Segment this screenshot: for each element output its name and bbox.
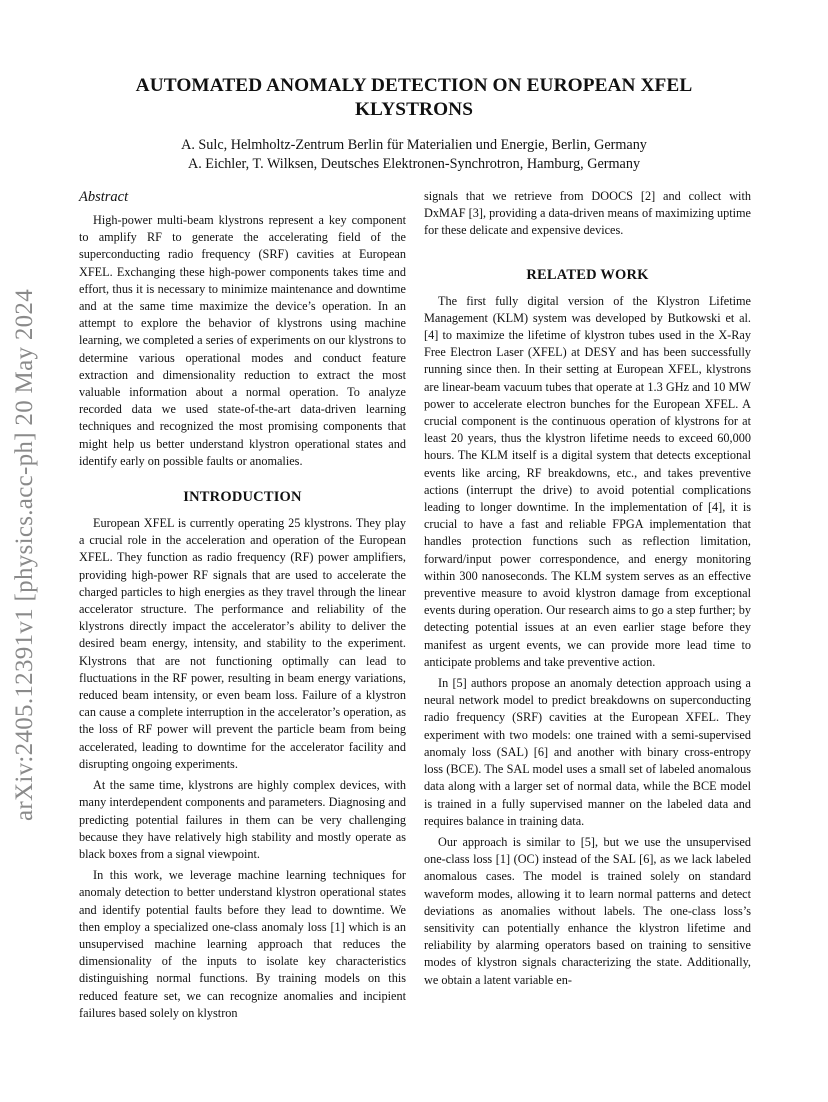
introduction-paragraph: At the same time, klystrons are highly complex devices, with many interdependent components and parameters. Diagnosing and predicting potential failures in them can be very challenging because they have relatively high stability and mostly operate as black boxes from a signal viewpoint. [79,778,406,861]
arxiv-identifier-text: arXiv:2405.12391v1 [physics.acc-ph] 20 May 2024 [11,288,38,822]
author-line: A. Eichler, T. Wilksen, Deutsches Elektronen-Synchrotron, Hamburg, Germany [187,156,641,172]
related-work-paragraph: Our approach is similar to [5], but we use the unsupervised one-class loss [1] (OC) instead of the SAL [6], as we lack labeled anomalous cases. The model is trained solely on standard waveform modes, allowing it to learn normal patterns and detect deviations as anomalies without labels. The one-class loss’s sensitivity can potentially enhance the klystron lifetime and reliability by alarming operators based on training to sensitive modes of klystron signals characterizing the state. Additionally, we obtain a latent variable en- [424,834,751,987]
introduction-continuation: signals that we retrieve from DOOCS [2] and collect with DxMAF [3], providing a data-driven means of maximizing uptime for these delicate and expensive devices. [424,189,751,238]
abstract-text: High-power multi-beam klystrons represent a key component to amplify RF to generate the accelerating field of the superconducting radio frequency (SRF) cavities at European XFEL. Exchanging these high-power components takes time and effort, thus it is necessary to minimize maintenance and downtime and at the same time maximize the device’s operation. In an attempt to explore the behavior of klystrons using machine learning, we completed a series of experiments on our klystrons to determine various operational modes and conduct feature extraction and dimensionality reduction to extract the most valuable information about a normal operation. To analyze recorded data we used state-of-the-art data-driven learning techniques and recognized the most promising components that might help us better understand klystron operational states and identify early on possible faults or anomalies. [79,213,406,468]
right-column [424,188,751,993]
introduction-paragraph: In this work, we leverage machine learning techniques for anomaly detection to better understand klystron operational states and identify potential faults before they lead to downtime. We then employ a specialized one-class anomaly loss [1] which is an unsupervised machine learning approach that reduces the dimensionality of the inputs to isolate key characteristics distinguishing normal functions. By training models on this reduced feature set, we can recognize anomalies and incipient failures based solely on klystron [79,868,406,1020]
arxiv-identifier-stamp [7,260,43,850]
author-list [78,136,750,174]
related-work-paragraph: In [5] authors propose an anomaly detection approach using a neural network model to predict breakdowns on superconducting radio frequency (SRF) cavities at the European XFEL. They experiment with two models: one trained with a semi-supervised anomaly loss (SAL) [6] and another with binary cross-entropy loss (BCE). The SAL model uses a small set of labeled anomalous data along with a larger set of normal data, while the BCE model is trained in a fully supervised manner on the labeled data and requires balance in training data. [424,676,751,828]
left-column [79,188,406,1026]
paper-title: AUTOMATED ANOMALY DETECTION ON EUROPEAN XFEL KLYSTRONS [135,75,693,120]
introduction-paragraph: European XFEL is currently operating 25 klystrons. They play a crucial role in the acceleration and operation of the European XFEL. They function as radio frequency (RF) power amplifiers, providing high-power RF signals that are used to accelerate the charged particles to high energies as they travel through the linear accelerator structure. The performance and reliability of the klystrons directly impact the accelerator’s ability to deliver the desired beam energy, intensity, and stability to the experiment. Klystrons that are not functioning optimally can lead to fluctuations in the RF power, resulting in beam energy variations, reduced beam intensity, or even beam loss. Failure of a klystron can cause a complete interruption in the accelerator’s operation, as the loss of RF power will prevent the particle beam from being accelerated, leading to downtime for the accelerator facility and disrupting ongoing experiments. [79,516,406,771]
author-line: A. Sulc, Helmholtz-Zentrum Berlin für Materialien und Energie, Berlin, Germany [181,137,647,153]
related-work-heading: RELATED WORK [526,266,649,283]
related-work-paragraph: The first fully digital version of the Klystron Lifetime Management (KLM) system was developed by Butkowski et al. [4] to maximize the lifetime of klystron tubes used in the X-Ray Free Electron Laser (XFEL) at DESY and has been successfully running since then. In their setting at European XFEL, klystrons are linear-beam vacuum tubes that operate at 1.3 GHz and 10 MW power to accelerate electron bunches for the European XFEL. A crucial component is the continuous operation of klystrons for at least 20 years, thus the klystron lifetime needs to exceed 60,000 hours. The KLM itself is a digital system that detects exceptional events like arcing, RF breakdowns, etc., and takes preventive actions (interrupt the drive) to avoid potential complications leading to longer downtime. In the implementation of [4], it is crucial to have a fast and reliable FPGA implementation that handles protection functions such as reflection limitation, forward/input power correspondence, and energy monitoring within 300 nanoseconds. The KLM system serves as an effective preventive measure to avoid klystron damage from exceptional events during operation. Our research aims to go a step further; by detecting potential issues at an even earlier stage before they manifest as urgent events, we can provide more lead time to anticipate problems and take preventive action. [424,293,751,669]
abstract-heading: Abstract [79,189,129,205]
introduction-heading: INTRODUCTION [183,489,302,506]
